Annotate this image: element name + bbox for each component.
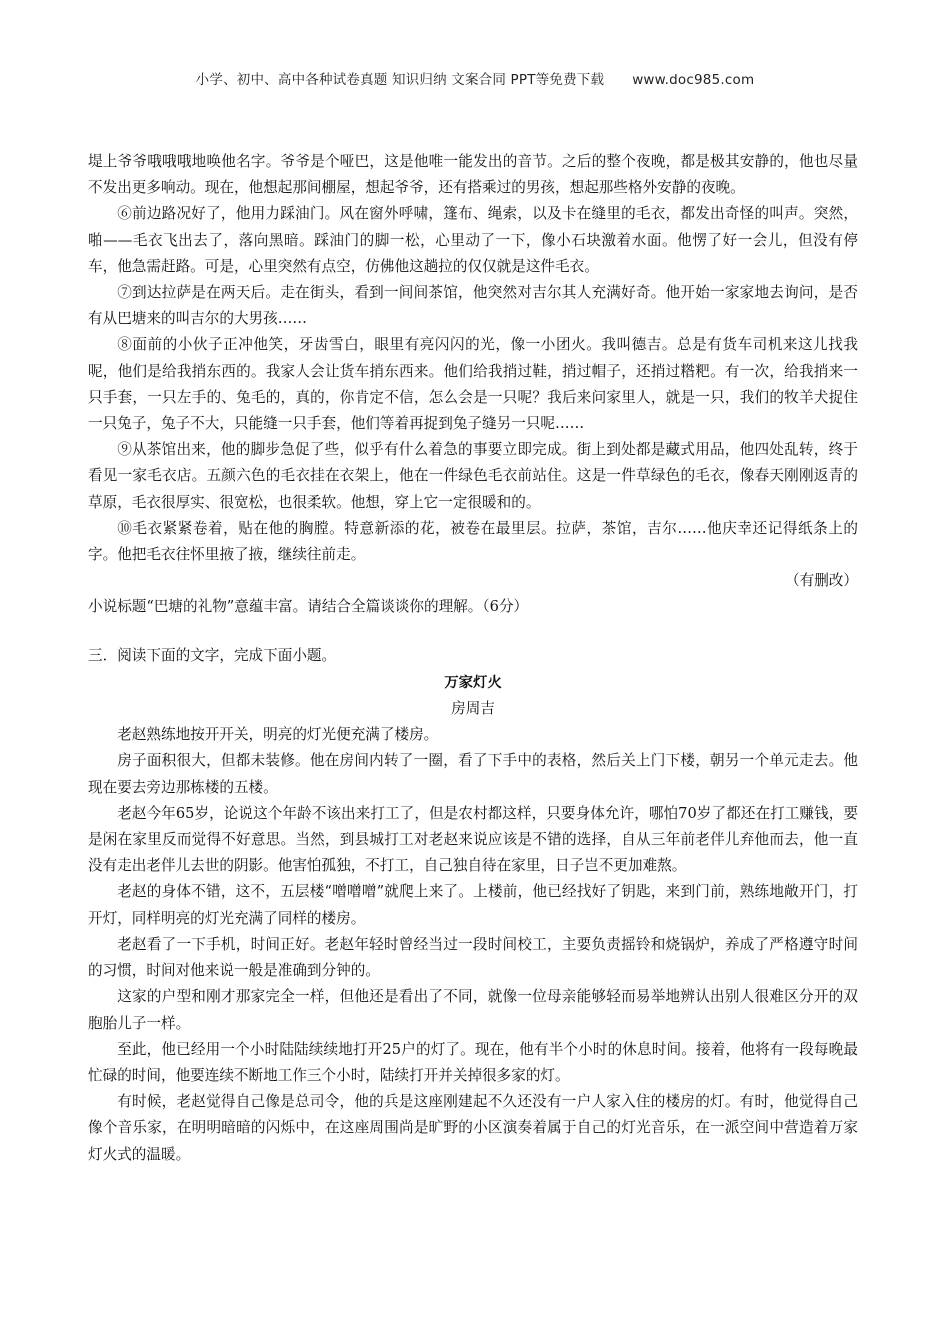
story-paragraph: 至此，他已经用一个小时陆陆续续地打开25户的灯了。现在，他有半个小时的休息时间。接着，他将有一段每晚最忙碌的时间，他要连续不断地工作三个小时，陆续打开并关掉很多家的灯。 [88,1040,858,1084]
story-paragraph: 老赵今年65岁，论说这个年龄不该出来打工了，但是农村都这样，只要身体允许，哪怕70岁了都还在打工赚钱，要是闲在家里反而觉得不好意思。当然，到县城打工对老赵来说应该是不错的选择，自从三年前老伴儿弃他而去，他一直没有走出老伴儿去世的阴影。他害怕孤独，不打工，自己独自待在家里，日子岂不更加难熬。 [88,804,858,875]
story-paragraph: 老赵熟练地按开开关，明亮的灯光便充满了楼房。 [117,726,439,744]
story-author: 房周吉 [451,700,495,718]
question-text: 小说标题“巴塘的礼物”意蕴丰富。请结合全篇谈谈你的理解。（6分） [88,598,529,616]
passage-paragraph: ⑧面前的小伙子正冲他笑，牙齿雪白，眼里有亮闪闪的光，像一小团火。我叫德吉。总是有货车司机来这儿找我呢，他们是给我捎东西的。我家人会让货车捎东西来。他们给我捎过鞋，捎过帽子，还捎过糌粑。有一次，给我捎来一只手套，一只左手的、兔毛的，真的，你肯定不信，怎么会是一只呢？我后来问家里人，就是一只，我们的牧羊犬捉住一只兔子，兔子不大，只能缝一只手套，他们等着再捉到兔子缝另一只呢…… [88,336,858,433]
story-paragraph: 老赵的身体不错，这不，五层楼“噌噌噌”就爬上来了。上楼前，他已经找好了钥匙，来到门前，熟练地敞开门，打开灯，同样明亮的灯光充满了同样的楼房。 [88,883,858,927]
header-site-link[interactable]: www.doc985.com [632,72,755,88]
page-header [0,68,950,88]
section-heading: 三．阅读下面的文字，完成下面小题。 [88,646,337,664]
story-paragraph: 有时候，老赵觉得自己像是总司令，他的兵是这座刚建起不久还没有一户人家入住的楼房的灯。有时，他觉得自己像个音乐家，在明明暗暗的闪烁中，在这座周围尚是旷野的小区演奏着属于自己的灯光音乐，在一派空间中营造着万家灯火式的温暖。 [88,1093,858,1163]
passage-paragraph: 堤上爷爷哦哦哦地唤他名字。爷爷是个哑巴，这是他唯一能发出的音节。之后的整个夜晚，都是极其安静的，他也尽量不发出更多响动。现在，他想起那间棚屋，想起爷爷，还有搭乘过的男孩，想起那些格外安静的夜晚。 [88,153,858,197]
story-paragraph: 房子面积很大，但都未装修。他在房间内转了一圈，看了下手中的表格，然后关上门下楼，朝另一个单元走去。他现在要去旁边那栋楼的五楼。 [88,752,858,796]
passage-paragraph: ⑩毛衣紧紧卷着，贴在他的胸膛。特意新添的花，被卷在最里层。拉萨，茶馆，吉尔……他庆幸还记得纸条上的字。他把毛衣往怀里掖了掖，继续往前走。 [88,519,858,564]
passage-paragraph: ⑦到达拉萨是在两天后。走在街头，看到一间间茶馆，他突然对吉尔其人充满好奇。他开始一家家地去询问，是否有从巴塘来的叫吉尔的大男孩…… [88,284,858,328]
story-title: 万家灯火 [444,674,502,691]
header-text: 小学、初中、高中各种试卷真题 知识归纳 文案合同 PPT等免费下载 [195,72,605,88]
passage-paragraph: ⑨从茶馆出来，他的脚步急促了些，似乎有什么着急的事要立即完成。街上到处都是藏式用品，他四处乱转，终于看见一家毛衣店。五颜六色的毛衣挂在衣架上，他在一件绿色毛衣前站住。这是一件草绿色的毛衣，像春天刚刚返青的草原，毛衣很厚实、很宽松，也很柔软。他想，穿上它一定很暖和的。 [88,441,858,511]
passage-paragraph: ⑥前边路况好了，他用力踩油门。风在窗外呼啸，篷布、绳索，以及卡在缝里的毛衣，都发出奇怪的叫声。突然，啪——毛衣飞出去了，落向黑暗。踩油门的脚一松，心里动了一下，像小石块激着水面。他愣了好一会儿，但没有停车，他急需赶路。可是，心里突然有点空，仿佛他这趟拉的仅仅就是这件毛衣。 [88,205,858,275]
story-paragraph: 老赵看了一下手机，时间正好。老赵年轻时曾经当过一段时间校工，主要负责摇铃和烧锅炉，养成了严格遵守时间的习惯，时间对他来说一般是准确到分钟的。 [88,935,858,980]
abridged-note: （有删改） [785,572,858,590]
document-body [88,149,858,1168]
story-paragraph: 这家的户型和刚才那家完全一样，但他还是看出了不同，就像一位母亲能够轻而易举地辨认出别人很难区分开的双胞胎儿子一样。 [88,988,858,1032]
